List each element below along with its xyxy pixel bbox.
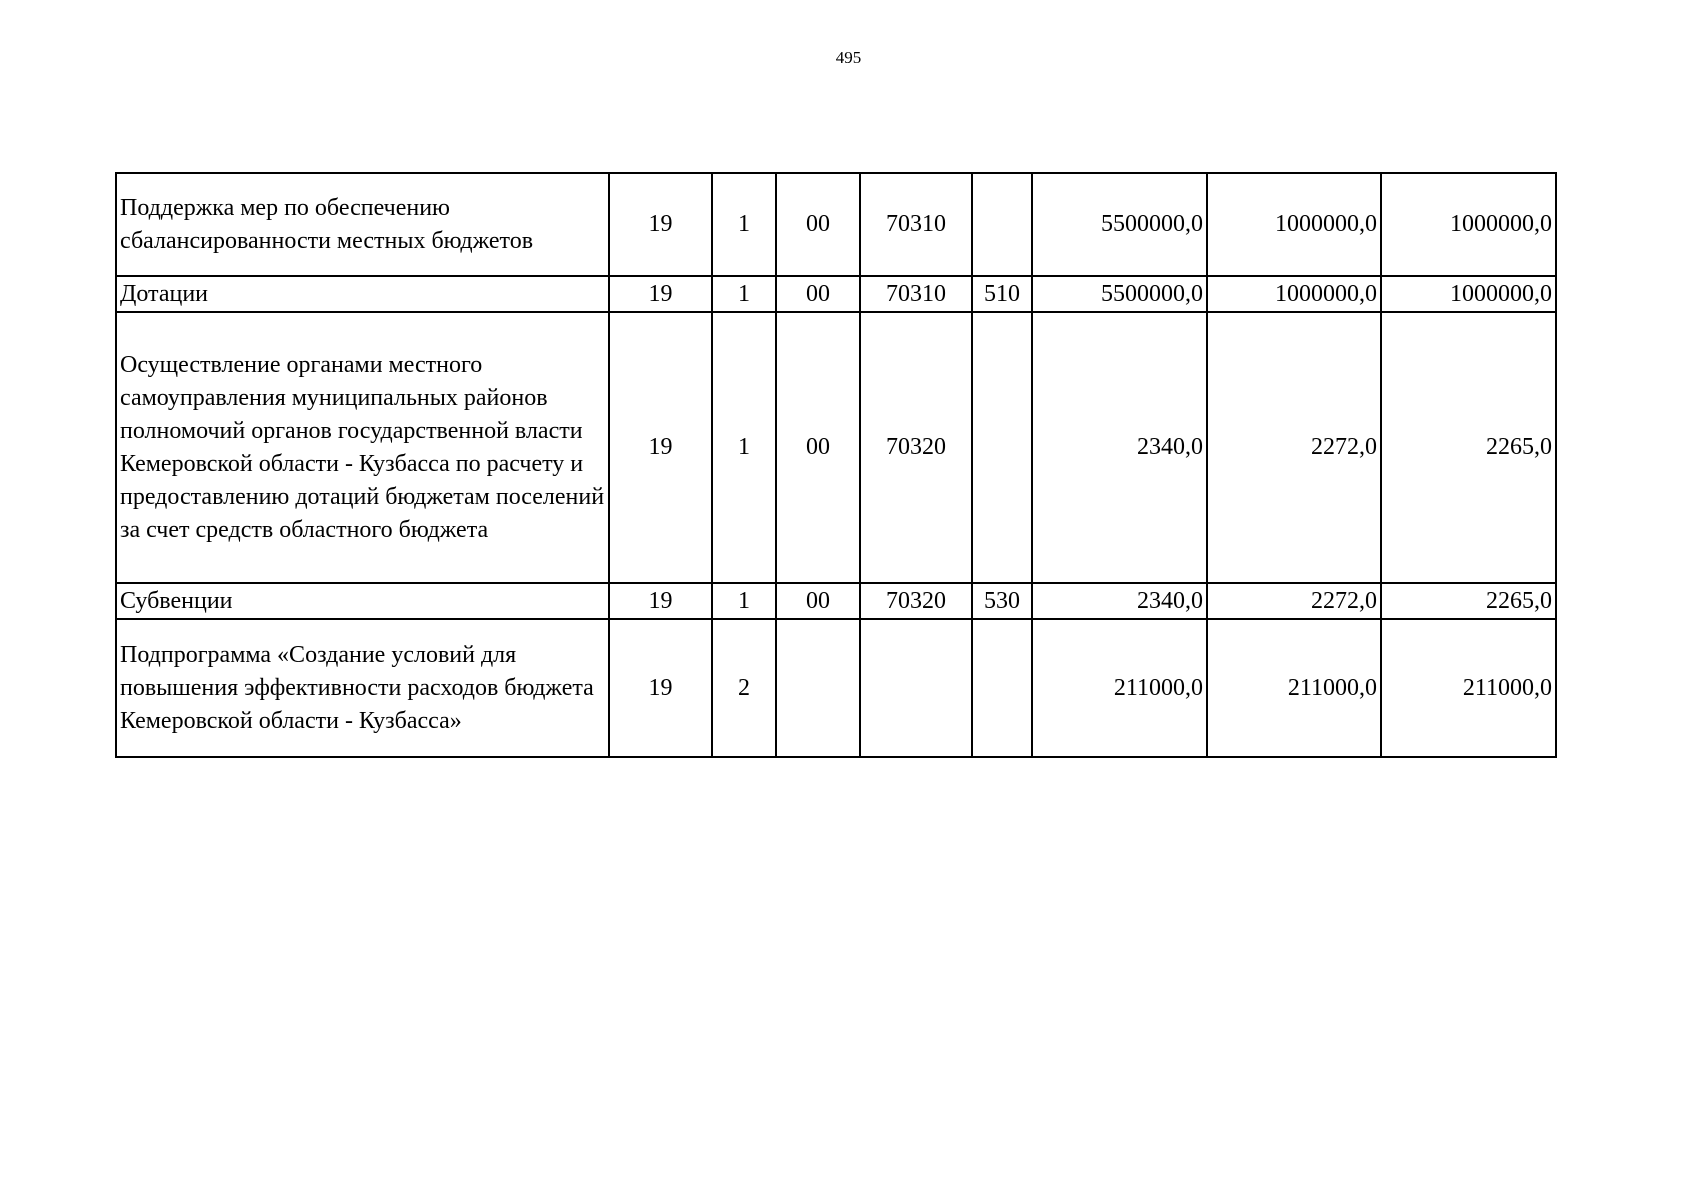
- program-code: 19: [609, 312, 712, 583]
- budget-table: [115, 172, 1557, 758]
- amount-year-2: 211000,0: [1207, 619, 1381, 757]
- item-code: 70320: [860, 583, 972, 619]
- amount-year-3: 1000000,0: [1381, 173, 1556, 276]
- program-code: 19: [609, 173, 712, 276]
- item-code: 70320: [860, 312, 972, 583]
- table-row: [116, 312, 1556, 583]
- amount-year-2: 1000000,0: [1207, 276, 1381, 312]
- direction-code: 00: [776, 312, 860, 583]
- direction-code: 00: [776, 173, 860, 276]
- amount-year-2: 1000000,0: [1207, 173, 1381, 276]
- amount-year-1: 211000,0: [1032, 619, 1207, 757]
- subprogram-code: 1: [712, 312, 776, 583]
- amount-year-2: 2272,0: [1207, 583, 1381, 619]
- row-name: Субвенции: [116, 583, 609, 619]
- item-code: 70310: [860, 173, 972, 276]
- table-row: [116, 619, 1556, 757]
- amount-year-3: 1000000,0: [1381, 276, 1556, 312]
- expense-type-code: [972, 619, 1032, 757]
- program-code: 19: [609, 619, 712, 757]
- expense-type-code: 530: [972, 583, 1032, 619]
- program-code: 19: [609, 276, 712, 312]
- direction-code: 00: [776, 583, 860, 619]
- row-name: Подпрограмма «Создание условий для повышения эффективности расходов бюджета Кемеровской области - Кузбасса»: [116, 619, 609, 757]
- table-row: [116, 173, 1556, 276]
- item-code: [860, 619, 972, 757]
- amount-year-1: 5500000,0: [1032, 173, 1207, 276]
- direction-code: 00: [776, 276, 860, 312]
- amount-year-1: 2340,0: [1032, 312, 1207, 583]
- row-name: Дотации: [116, 276, 609, 312]
- page-number: 495: [835, 48, 862, 67]
- amount-year-1: 2340,0: [1032, 583, 1207, 619]
- amount-year-2: 2272,0: [1207, 312, 1381, 583]
- amount-year-3: 211000,0: [1381, 619, 1556, 757]
- subprogram-code: 1: [712, 276, 776, 312]
- row-name: Осуществление органами местного самоуправления муниципальных районов полномочий органов государственной власти Кемеровской области - Кузбасса по расчету и предоставлению дотаций бюджетам поселений за счет средств областного бюджета: [116, 312, 609, 583]
- table-row: [116, 583, 1556, 619]
- expense-type-code: [972, 173, 1032, 276]
- subprogram-code: 2: [712, 619, 776, 757]
- amount-year-1: 5500000,0: [1032, 276, 1207, 312]
- row-name: Поддержка мер по обеспечению сбалансированности местных бюджетов: [116, 173, 609, 276]
- subprogram-code: 1: [712, 173, 776, 276]
- subprogram-code: 1: [712, 583, 776, 619]
- expense-type-code: 510: [972, 276, 1032, 312]
- amount-year-3: 2265,0: [1381, 583, 1556, 619]
- item-code: 70310: [860, 276, 972, 312]
- table-row: [116, 276, 1556, 312]
- expense-type-code: [972, 312, 1032, 583]
- direction-code: [776, 619, 860, 757]
- amount-year-3: 2265,0: [1381, 312, 1556, 583]
- program-code: 19: [609, 583, 712, 619]
